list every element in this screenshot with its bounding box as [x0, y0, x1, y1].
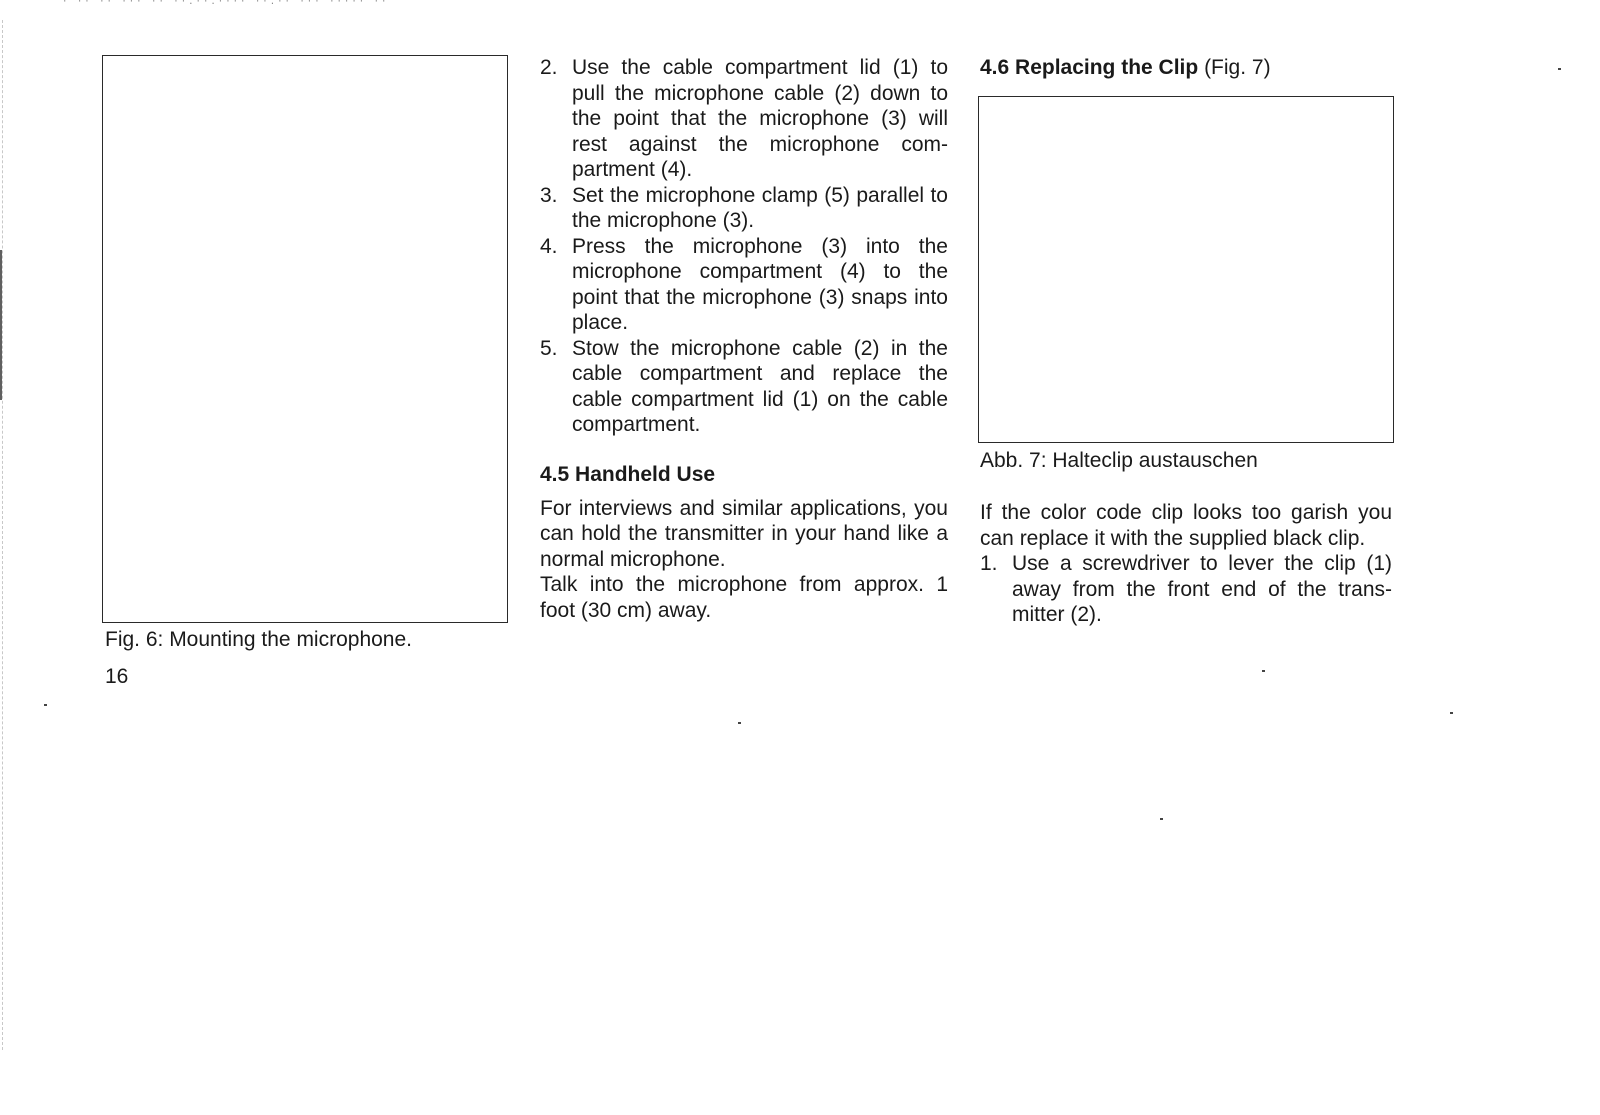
figure-6-caption: Fig. 6: Mounting the microphone.	[105, 628, 413, 651]
scan-speck	[1558, 68, 1561, 70]
scan-edge-shadow	[0, 250, 2, 400]
handheld-use-paragraph: For interviews and similar applications, you can hold the transmitter in your hand like a normal microphone.	[540, 496, 948, 571]
page-number: 16	[105, 665, 129, 688]
figure-reference: (Fig. 7)	[1204, 56, 1271, 79]
section-heading-handheld-use: 4.5 Handheld Use	[540, 462, 716, 486]
right-column-lower	[980, 500, 1392, 628]
list-item	[540, 234, 948, 336]
middle-column	[540, 55, 948, 623]
step-number: 4.	[540, 234, 558, 258]
list-item	[540, 183, 948, 234]
scan-speck	[44, 704, 47, 706]
section-heading-replacing-clip	[980, 55, 1392, 81]
handheld-distance-paragraph: Talk into the microphone from approx. 1 foot (30 cm) away.	[540, 573, 948, 622]
step-text: Press the microphone (3) into the microphone compartment (4) to the point that the microphone (3) snaps into place.	[572, 234, 948, 334]
step-number: 3.	[540, 183, 558, 207]
clip-replacement-paragraph: If the color code clip looks too garish you can replace it with the supplied black clip.	[980, 501, 1392, 550]
scan-speck	[738, 722, 741, 724]
scan-speck	[1160, 818, 1163, 820]
step-text: Set the microphone clamp (5) parallel to the microphone (3).	[572, 183, 948, 232]
step-number: 2.	[540, 56, 558, 79]
figure-7-caption: Abb. 7: Halteclip austauschen	[980, 449, 1258, 472]
figure-6-image-frame	[102, 55, 508, 623]
step-number: 1.	[980, 552, 998, 575]
section-heading-text: 4.6 Replacing the Clip	[980, 56, 1199, 79]
mounting-steps-list	[540, 55, 948, 438]
step-text: Stow the microphone cable (2) in the cable compartment and replace the cable compartment lid (1) on the cable compartment.	[572, 336, 948, 436]
list-item	[540, 336, 948, 438]
scan-header-strip: · ·· ·· ··· ·· ··.··.···· ··.·· ··· ····· ··	[62, 0, 389, 7]
scan-speck	[1262, 670, 1265, 672]
step-text: Use a screwdriver to lever the clip (1) away from the front end of the trans-mitter (2).	[1012, 552, 1392, 626]
figure-7-image-frame	[978, 96, 1394, 443]
scan-speck	[1450, 712, 1453, 714]
list-item	[540, 55, 948, 183]
step-number: 5.	[540, 336, 558, 360]
right-column	[980, 55, 1392, 81]
step-text: Use the cable compartment lid (1) to pull the microphone cable (2) down to the point that the microphone (3) will rest against the microphone com-partment (4).	[572, 56, 948, 181]
scan-edge-line	[2, 20, 4, 1050]
list-item	[980, 551, 1392, 628]
clip-steps-list	[980, 551, 1392, 628]
